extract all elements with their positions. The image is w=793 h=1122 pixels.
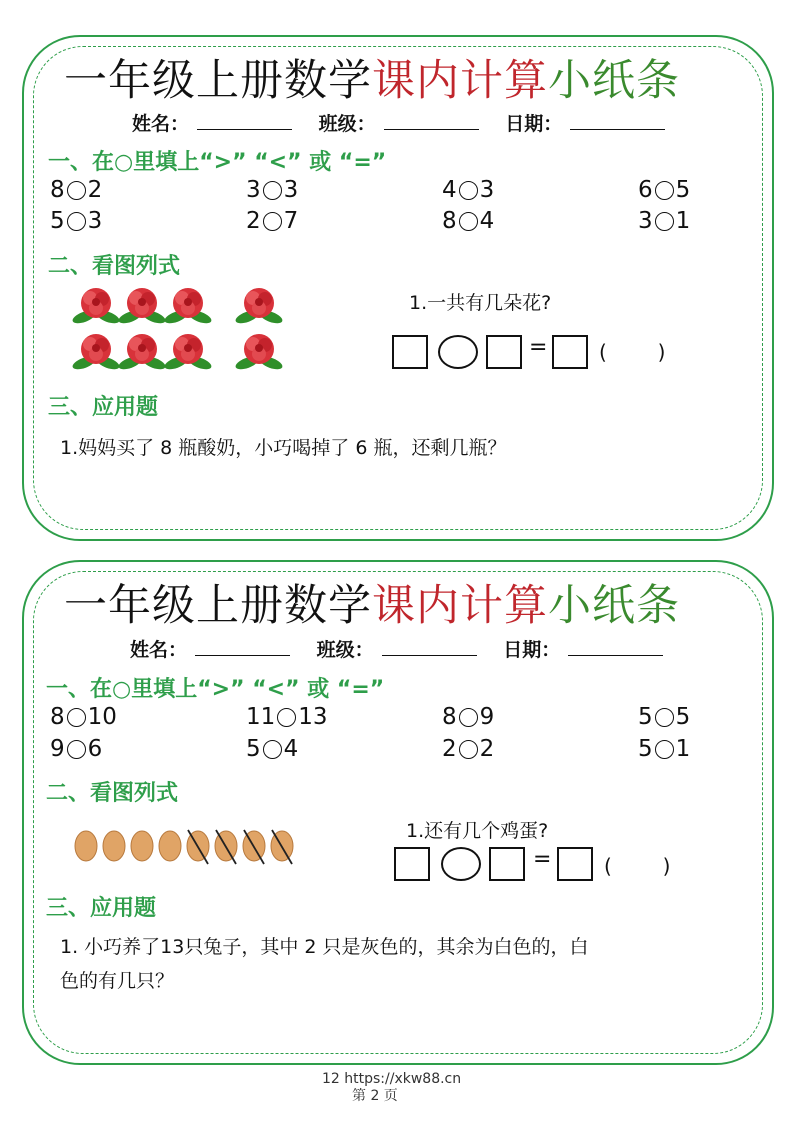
card-title: [64, 47, 680, 108]
watermark-url: 12 https://xkw88.cn: [322, 1071, 462, 1087]
answer-box[interactable]: [489, 847, 525, 881]
compare-right-number: 3: [283, 177, 299, 203]
flower-icon: [163, 334, 213, 372]
picture-question: 1.一共有几朵花?: [409, 292, 552, 314]
compare-right-number: 1: [675, 736, 691, 762]
student-info-row: [132, 109, 685, 136]
unit-parentheses: ( ): [599, 340, 666, 364]
compare-item: [50, 704, 117, 730]
compare-blank-circle[interactable]: [459, 708, 478, 727]
compare-item: [442, 704, 494, 730]
class-label: 班级：: [318, 113, 376, 135]
compare-left-number: 2: [442, 736, 457, 762]
crossed-egg-icon: [187, 830, 209, 864]
compare-blank-circle[interactable]: [655, 740, 674, 759]
title-part-red: 课内计算: [372, 56, 548, 106]
title-part-green: 小纸条: [548, 581, 680, 631]
date-field[interactable]: [568, 641, 663, 656]
answer-box[interactable]: [394, 847, 430, 881]
page-number: 第 2 页: [352, 1088, 398, 1104]
compare-left-number: 5: [638, 736, 653, 762]
date-field[interactable]: [570, 115, 665, 130]
word-problem: 1.妈妈买了 8 瓶酸奶，小巧喝掉了 6 瓶，还剩几瓶？: [60, 437, 507, 459]
compare-right-number: 2: [87, 177, 103, 203]
worksheet-card-1: [22, 35, 774, 541]
compare-blank-circle[interactable]: [67, 708, 86, 727]
compare-right-number: 4: [283, 736, 299, 762]
name-label: 姓名：: [132, 113, 190, 135]
compare-right-number: 6: [87, 736, 103, 762]
section-2-heading: 二、看图列式: [48, 254, 181, 279]
eggs-picture: [74, 824, 302, 868]
compare-item: [442, 736, 494, 762]
compare-left-number: 2: [246, 208, 261, 234]
compare-item: [638, 704, 690, 730]
card-title: [64, 572, 680, 633]
compare-right-number: 13: [298, 704, 328, 730]
compare-left-number: 3: [638, 208, 653, 234]
title-part-black: 一年级上册数学: [64, 56, 372, 106]
student-info-row: [130, 635, 683, 662]
class-field[interactable]: [382, 641, 477, 656]
compare-left-number: 8: [442, 704, 457, 730]
compare-left-number: 4: [442, 177, 457, 203]
flower-icon: [234, 288, 284, 326]
compare-left-number: 8: [50, 704, 65, 730]
compare-item: [638, 177, 690, 203]
word-problem-line-1: 1. 小巧养了13只兔子，其中 2 只是灰色的，其余为白色的，白: [60, 936, 589, 958]
flower-icon: [72, 288, 121, 326]
name-field[interactable]: [195, 641, 290, 656]
answer-box[interactable]: [486, 335, 522, 369]
compare-blank-circle[interactable]: [67, 212, 86, 231]
compare-item: [442, 177, 494, 203]
compare-item: [246, 208, 298, 234]
class-label: 班级：: [316, 639, 374, 661]
answer-box[interactable]: [552, 335, 588, 369]
class-field[interactable]: [384, 115, 479, 130]
date-label: 日期：: [505, 113, 563, 135]
compare-left-number: 11: [246, 704, 276, 730]
date-label: 日期：: [503, 639, 561, 661]
compare-left-number: 5: [638, 704, 653, 730]
compare-right-number: 1: [675, 208, 691, 234]
compare-item: [50, 208, 102, 234]
compare-item: [246, 177, 298, 203]
word-problem-line-2: 色的有几只？: [60, 970, 175, 992]
compare-left-number: 5: [246, 736, 261, 762]
egg-icon: [75, 831, 97, 861]
compare-right-number: 5: [675, 177, 691, 203]
compare-left-number: 8: [442, 208, 457, 234]
flower-icon: [72, 334, 121, 372]
crossed-egg-icon: [215, 830, 237, 864]
equals-sign: =: [529, 335, 548, 360]
crossed-egg-icon: [243, 830, 265, 864]
compare-blank-circle[interactable]: [263, 212, 282, 231]
compare-right-number: 2: [479, 736, 495, 762]
name-field[interactable]: [197, 115, 292, 130]
title-part-green: 小纸条: [548, 56, 680, 106]
compare-item: [442, 208, 494, 234]
compare-left-number: 6: [638, 177, 653, 203]
worksheet-card-2: [22, 560, 774, 1065]
compare-blank-circle[interactable]: [263, 740, 282, 759]
compare-item: [246, 704, 328, 730]
flower-icon: [234, 334, 284, 372]
compare-item: [638, 736, 690, 762]
flowers-picture: [72, 281, 292, 377]
crossed-egg-icon: [271, 830, 293, 864]
flower-icon: [163, 288, 213, 326]
compare-item: [246, 736, 298, 762]
section-1-heading: 一、在○里填上“>” “<” 或 “=”: [46, 677, 385, 702]
compare-left-number: 8: [50, 177, 65, 203]
egg-icon: [103, 831, 125, 861]
section-3-heading: 三、应用题: [48, 395, 159, 420]
picture-question: 1.还有几个鸡蛋?: [406, 820, 549, 842]
compare-blank-circle[interactable]: [277, 708, 296, 727]
compare-right-number: 3: [479, 177, 495, 203]
compare-right-number: 5: [675, 704, 691, 730]
egg-icon: [159, 831, 181, 861]
compare-item: [50, 177, 102, 203]
section-1-heading: 一、在○里填上“>” “<” 或 “=”: [48, 150, 387, 175]
compare-left-number: 9: [50, 736, 65, 762]
compare-blank-circle[interactable]: [459, 212, 478, 231]
egg-icon: [131, 831, 153, 861]
operator-circle[interactable]: [441, 847, 481, 881]
title-part-red: 课内计算: [372, 581, 548, 631]
compare-blank-circle[interactable]: [459, 181, 478, 200]
compare-right-number: 7: [283, 208, 299, 234]
compare-right-number: 10: [87, 704, 117, 730]
compare-blank-circle[interactable]: [655, 708, 674, 727]
compare-right-number: 4: [479, 208, 495, 234]
compare-left-number: 3: [246, 177, 261, 203]
answer-box[interactable]: [392, 335, 428, 369]
compare-blank-circle[interactable]: [263, 181, 282, 200]
operator-circle[interactable]: [438, 335, 478, 369]
flower-icon: [117, 334, 167, 372]
equals-sign: =: [533, 847, 552, 872]
compare-right-number: 9: [479, 704, 495, 730]
compare-left-number: 5: [50, 208, 65, 234]
compare-blank-circle[interactable]: [67, 740, 86, 759]
title-part-black: 一年级上册数学: [64, 581, 372, 631]
compare-right-number: 3: [87, 208, 103, 234]
compare-blank-circle[interactable]: [655, 212, 674, 231]
compare-item: [638, 208, 690, 234]
unit-parentheses: ( ): [604, 854, 671, 878]
flower-icon: [117, 288, 167, 326]
compare-blank-circle[interactable]: [655, 181, 674, 200]
compare-blank-circle[interactable]: [67, 181, 86, 200]
compare-item: [50, 736, 102, 762]
section-3-heading: 三、应用题: [46, 896, 157, 921]
name-label: 姓名：: [130, 639, 188, 661]
section-2-heading: 二、看图列式: [46, 781, 179, 806]
compare-blank-circle[interactable]: [459, 740, 478, 759]
answer-box[interactable]: [557, 847, 593, 881]
